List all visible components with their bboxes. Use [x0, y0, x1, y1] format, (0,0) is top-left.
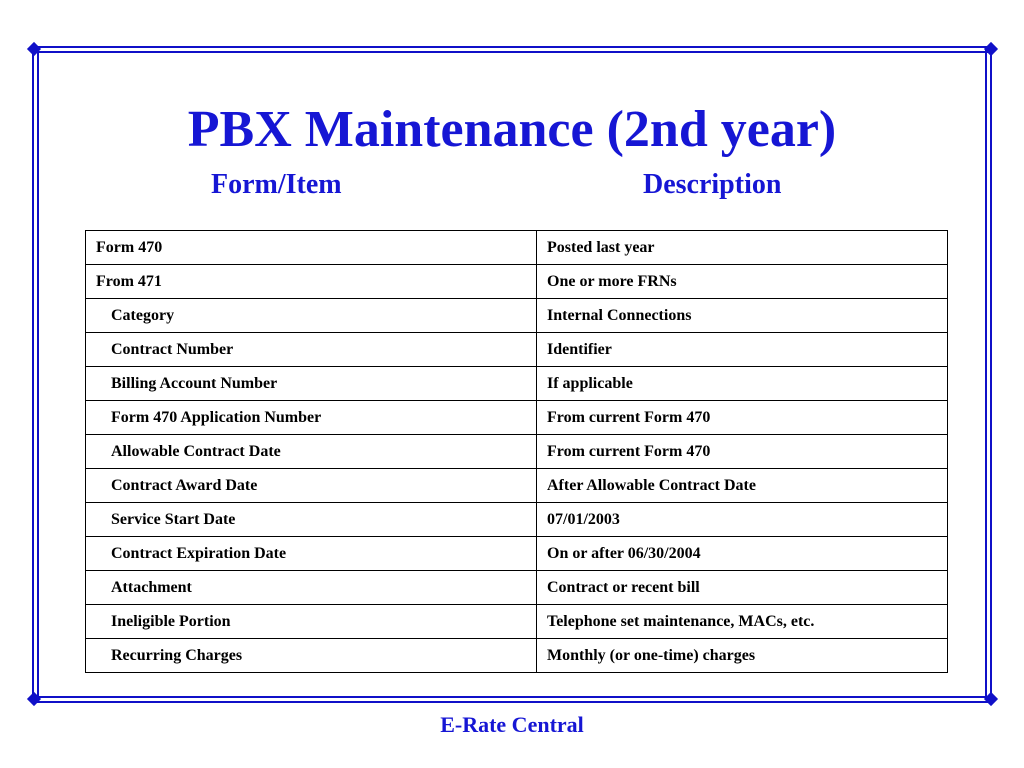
border-top-inner: [34, 51, 990, 53]
item-cell: From 471: [86, 265, 537, 299]
items-table-body: [86, 231, 948, 673]
table-row: [86, 401, 948, 435]
table-row: [86, 639, 948, 673]
item-cell: Contract Award Date: [86, 469, 537, 503]
table-row: [86, 605, 948, 639]
description-cell: Monthly (or one-time) charges: [537, 639, 948, 673]
border-top-outer: [34, 46, 990, 48]
table-row: [86, 537, 948, 571]
slide-title: PBX Maintenance (2nd year): [187, 101, 837, 158]
table-row: [86, 367, 948, 401]
description-cell: Telephone set maintenance, MACs, etc.: [537, 605, 948, 639]
description-cell: From current Form 470: [537, 435, 948, 469]
item-cell: Recurring Charges: [86, 639, 537, 673]
item-cell: Allowable Contract Date: [86, 435, 537, 469]
items-table: [85, 230, 948, 673]
table-row: [86, 333, 948, 367]
item-cell: Billing Account Number: [86, 367, 537, 401]
item-cell: Contract Expiration Date: [86, 537, 537, 571]
footer-text: E-Rate Central: [440, 712, 584, 737]
table-row: [86, 469, 948, 503]
item-cell: Service Start Date: [86, 503, 537, 537]
description-cell: Contract or recent bill: [537, 571, 948, 605]
description-cell: One or more FRNs: [537, 265, 948, 299]
column-heading-form-item: Form/Item: [211, 169, 342, 200]
description-cell: Internal Connections: [537, 299, 948, 333]
item-cell: Category: [86, 299, 537, 333]
description-cell: After Allowable Contract Date: [537, 469, 948, 503]
table-row: [86, 299, 948, 333]
description-cell: If applicable: [537, 367, 948, 401]
description-cell: Posted last year: [537, 231, 948, 265]
item-cell: Form 470: [86, 231, 537, 265]
item-cell: Ineligible Portion: [86, 605, 537, 639]
item-cell: Contract Number: [86, 333, 537, 367]
description-cell: From current Form 470: [537, 401, 948, 435]
description-cell: On or after 06/30/2004: [537, 537, 948, 571]
border-bottom-inner: [34, 696, 990, 698]
column-heading-description: Description: [643, 169, 782, 200]
table-row: [86, 503, 948, 537]
description-cell: 07/01/2003: [537, 503, 948, 537]
table-row: [86, 231, 948, 265]
table-row: [86, 265, 948, 299]
item-cell: Attachment: [86, 571, 537, 605]
description-cell: Identifier: [537, 333, 948, 367]
border-bottom-outer: [34, 701, 990, 703]
item-cell: Form 470 Application Number: [86, 401, 537, 435]
table-row: [86, 571, 948, 605]
table-row: [86, 435, 948, 469]
